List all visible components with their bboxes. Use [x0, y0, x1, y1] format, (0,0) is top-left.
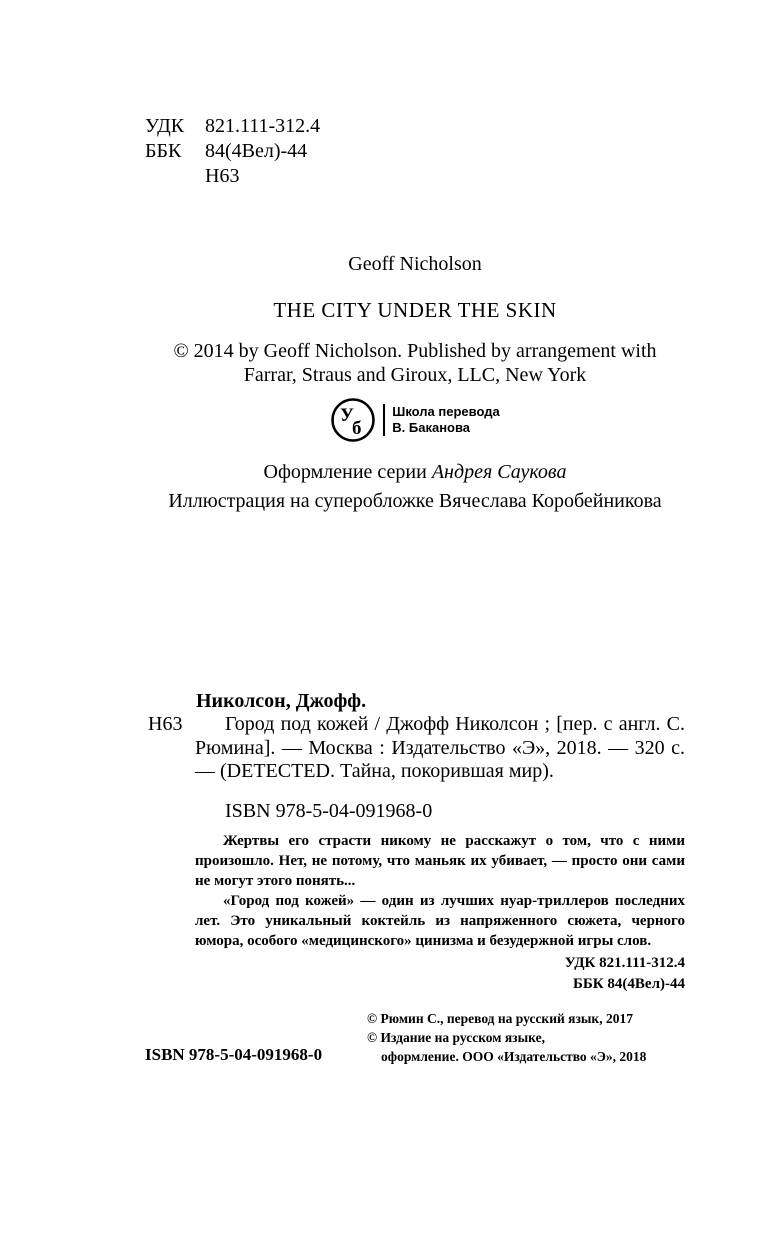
catalog-entry	[148, 713, 685, 784]
series-design-prefix: Оформление серии	[263, 461, 432, 483]
catalog-entry-text: Город под кожей / Джофф Николсон ; [пер. с англ. С. Рюмина]. — Москва : Издательство «Э», 2018. — 320 с. — (DETECTED. Тайна, покорившая мир).	[195, 713, 685, 782]
original-author: Geoff Nicholson	[348, 253, 482, 275]
footer-copyrights	[367, 1009, 685, 1066]
bbk-label: ББК	[145, 140, 182, 162]
footer-udk: УДК 821.111-312.4	[564, 954, 685, 971]
copyright-publisher: оформление. ООО «Издательство «Э», 2018	[381, 1048, 647, 1064]
catalog-author: Николсон, Джофф.	[196, 690, 367, 712]
original-rights-notice: © 2014 by Geoff Nicholson. Published by arrangement with Farrar, Straus and Giroux, LLC, New York	[173, 340, 657, 386]
udk-label: УДК	[145, 115, 185, 137]
udk-row	[145, 114, 685, 139]
bbk-value: 84(4Вел)-44	[205, 140, 308, 162]
udk-value: 821.111-312.4	[205, 115, 321, 137]
page-content	[145, 0, 685, 1066]
footer-classification-codes	[195, 953, 685, 995]
copyright-translation: © Рюмин С., перевод на русский язык, 2017	[367, 1010, 633, 1026]
series-design-name: Андрея Саукова	[431, 461, 567, 483]
original-title: THE CITY UNDER THE SKIN	[273, 298, 557, 322]
annotation-paragraph-2: «Город под кожей» — один из лучших нуар-триллеров последних лет. Это уникальный коктейль из напряженного сюжета, черного юмора, особого «медицинского» цинизма и безудержной игры слов.	[195, 892, 685, 949]
author-code-row	[145, 164, 685, 189]
logo-caption-line1: Школа перевода	[392, 404, 500, 419]
footer-isbn: ISBN 978-5-04-091968-0	[145, 1044, 323, 1064]
copyright-edition: © Издание на русском языке,	[367, 1029, 545, 1045]
bakanov-school-emblem-icon	[330, 397, 376, 443]
classification-codes	[145, 0, 685, 189]
emblem-letter-1: У	[340, 405, 355, 426]
catalog-isbn: ISBN 978-5-04-091968-0	[225, 799, 433, 822]
emblem-letter-2: б	[352, 418, 362, 439]
cover-illustration-credit: Иллюстрация на суперобложке Вячеслава Коробейникова	[168, 490, 662, 512]
translation-school-logo	[145, 395, 685, 445]
footer-bottom-row	[145, 1009, 685, 1066]
logo-caption-line2: В. Баканова	[392, 420, 471, 435]
catalog-code: Н63	[148, 713, 183, 735]
footer-bbk: ББК 84(4Вел)-44	[572, 975, 685, 992]
logo-caption	[383, 404, 499, 436]
annotation	[195, 831, 685, 951]
annotation-paragraph-1: Жертвы его страсти никому не расскажут о том, что с ними произошло. Нет, не потому, что маньяк их убивает, — просто они сами не могут этого понять...	[195, 832, 685, 889]
author-code: Н63	[205, 165, 240, 187]
series-design-credit	[145, 461, 685, 484]
bbk-row	[145, 139, 685, 164]
